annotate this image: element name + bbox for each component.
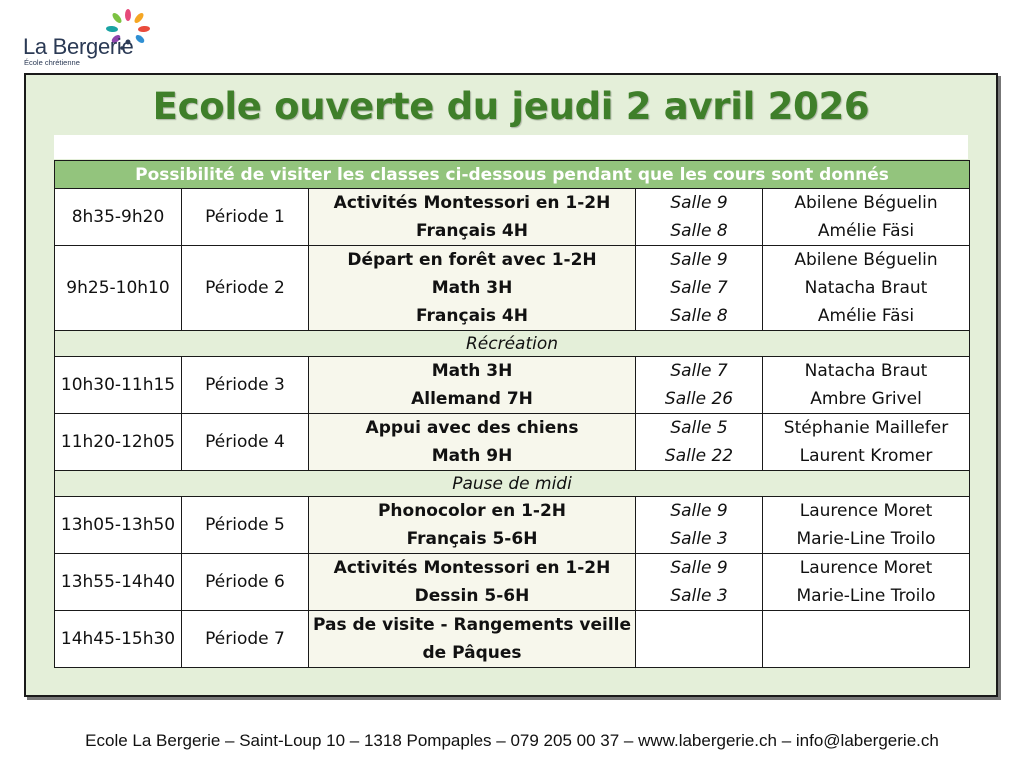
teacher-name: Laurence Moret xyxy=(799,501,933,521)
teacher-name: Laurence Moret xyxy=(799,558,933,578)
logo-subtitle: École chrétienne xyxy=(24,58,80,67)
class-name: Français 4H xyxy=(416,306,528,326)
teacher-cell xyxy=(763,357,970,414)
teacher-cell xyxy=(763,414,970,471)
time-cell: 8h35-9h20 xyxy=(55,189,182,246)
class-name: Départ en forêt avec 1-2H xyxy=(347,250,597,270)
class-cell xyxy=(309,414,636,471)
class-name: Math 9H xyxy=(431,446,513,466)
class-name: Pas de visite - Rangements veille de Pâques xyxy=(312,615,632,663)
class-name: Phonocolor en 1-2H xyxy=(377,501,567,521)
teacher-name: Laurent Kromer xyxy=(799,446,933,466)
period-cell: Période 7 xyxy=(182,611,309,668)
teacher-name: Natacha Braut xyxy=(804,278,928,298)
teacher-name: Natacha Braut xyxy=(804,361,928,381)
class-cell xyxy=(309,246,636,331)
class-cell xyxy=(309,189,636,246)
period-cell: Période 1 xyxy=(182,189,309,246)
class-name: Français 5-6H xyxy=(406,529,538,549)
table-row xyxy=(55,246,970,331)
time-cell: 10h30-11h15 xyxy=(55,357,182,414)
time-cell: 14h45-15h30 xyxy=(55,611,182,668)
room-name: Salle 9 xyxy=(670,501,728,521)
teacher-name: Amélie Fäsi xyxy=(817,306,915,326)
teacher-name: Marie-Line Troilo xyxy=(796,529,936,549)
time-cell: 9h25-10h10 xyxy=(55,246,182,331)
room-cell xyxy=(636,189,763,246)
teacher-cell xyxy=(763,611,970,668)
room-cell xyxy=(636,357,763,414)
break-row xyxy=(55,331,970,357)
class-name: Math 3H xyxy=(431,278,513,298)
header-strip xyxy=(54,135,968,159)
teacher-name: Abilene Béguelin xyxy=(794,250,938,270)
table-row xyxy=(55,554,970,611)
room-name: Salle 9 xyxy=(670,193,728,213)
page-title: Ecole ouverte du jeudi 2 avril 2026 xyxy=(152,85,870,128)
room-cell xyxy=(636,414,763,471)
room-name: Salle 8 xyxy=(670,306,728,326)
schedule-panel xyxy=(24,73,998,697)
room-name: Salle 7 xyxy=(670,361,728,381)
room-name: Salle 9 xyxy=(670,558,728,578)
period-cell: Période 3 xyxy=(182,357,309,414)
time-cell: 13h55-14h40 xyxy=(55,554,182,611)
table-row xyxy=(55,189,970,246)
class-cell xyxy=(309,611,636,668)
teacher-cell xyxy=(763,189,970,246)
class-name: Appui avec des chiens xyxy=(365,418,579,438)
room-cell xyxy=(636,497,763,554)
class-name: Français 4H xyxy=(416,221,528,241)
room-name: Salle 3 xyxy=(670,586,728,606)
teacher-cell xyxy=(763,497,970,554)
teacher-name: Amélie Fäsi xyxy=(817,221,915,241)
teacher-name: Abilene Béguelin xyxy=(794,193,938,213)
teacher-name: Ambre Grivel xyxy=(810,389,922,409)
schedule-table xyxy=(54,160,970,668)
teacher-name: Marie-Line Troilo xyxy=(796,586,936,606)
class-name: Activités Montessori en 1-2H xyxy=(333,558,611,578)
period-cell: Période 6 xyxy=(182,554,309,611)
class-name: Activités Montessori en 1-2H xyxy=(333,193,611,213)
table-row xyxy=(55,611,970,668)
room-name: Salle 26 xyxy=(664,389,734,409)
room-cell xyxy=(636,554,763,611)
recreation-label: Récréation xyxy=(55,331,970,357)
time-cell: 11h20-12h05 xyxy=(55,414,182,471)
class-name: Math 3H xyxy=(431,361,513,381)
class-cell xyxy=(309,357,636,414)
class-name: Allemand 7H xyxy=(411,389,533,409)
room-name: Salle 3 xyxy=(670,529,728,549)
table-row xyxy=(55,497,970,554)
logo-name: La Bergerie xyxy=(23,34,134,59)
lunch-label: Pause de midi xyxy=(55,471,970,497)
room-cell xyxy=(636,611,763,668)
banner-row xyxy=(55,161,970,189)
period-cell: Période 4 xyxy=(182,414,309,471)
class-cell xyxy=(309,554,636,611)
room-name: Salle 5 xyxy=(670,418,728,438)
time-cell: 13h05-13h50 xyxy=(55,497,182,554)
room-name: Salle 22 xyxy=(664,446,734,466)
break-row xyxy=(55,471,970,497)
teacher-name: Stéphanie Maillefer xyxy=(783,418,949,438)
class-name: Dessin 5-6H xyxy=(414,586,530,606)
room-cell xyxy=(636,246,763,331)
period-cell: Période 2 xyxy=(182,246,309,331)
school-logo xyxy=(18,8,168,68)
room-name: Salle 9 xyxy=(670,250,728,270)
period-cell: Période 5 xyxy=(182,497,309,554)
footer-contact: Ecole La Bergerie – Saint-Loup 10 – 1318 Pompaples – 079 205 00 37 – www.labergerie.ch – info@labergerie.ch xyxy=(85,731,939,750)
room-name: Salle 8 xyxy=(670,221,728,241)
table-row xyxy=(55,414,970,471)
banner-text: Possibilité de visiter les classes ci-dessous pendant que les cours sont donnés xyxy=(55,161,970,189)
teacher-cell xyxy=(763,554,970,611)
teacher-cell xyxy=(763,246,970,331)
table-row xyxy=(55,357,970,414)
room-name: Salle 7 xyxy=(670,278,728,298)
class-cell xyxy=(309,497,636,554)
